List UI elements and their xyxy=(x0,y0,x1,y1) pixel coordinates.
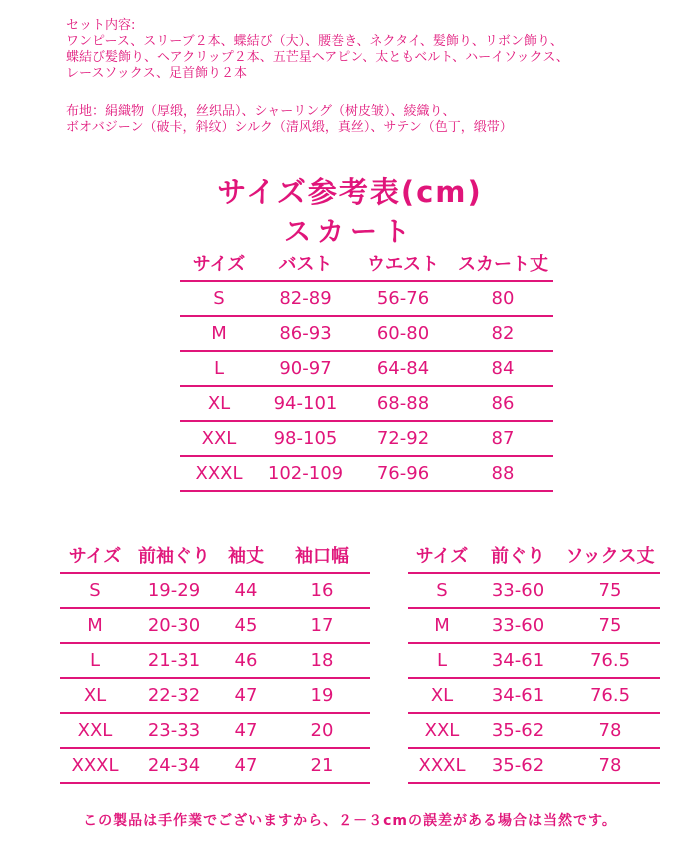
sock-size-table xyxy=(408,538,660,784)
size-cell: S xyxy=(180,281,258,316)
column-header: サイズ xyxy=(192,254,246,275)
section-subtitle: スカート xyxy=(284,217,416,248)
skirt-length-cell: 82 xyxy=(453,316,553,351)
size-cell: XL xyxy=(60,678,130,713)
sleeve-length-cell: 45 xyxy=(218,608,274,643)
skirt-size-table xyxy=(180,246,553,492)
fabric-line: 布地：絹織物（厚缎，丝织品）、シャーリング（树皮皱）、綾織り、 xyxy=(66,104,456,119)
front-rise-cell: 34-61 xyxy=(476,643,560,678)
sleeve-length-cell: 47 xyxy=(218,748,274,783)
bust-cell: 102-109 xyxy=(258,456,353,491)
set-contents-heading: セット内容: xyxy=(66,18,136,33)
size-cell: XXL xyxy=(180,421,258,456)
table-row xyxy=(180,421,553,456)
cuff-width-cell: 20 xyxy=(274,713,370,748)
column-header: サイズ xyxy=(415,546,469,567)
fabric-line: ボオバジーン（破卡，斜纹）シルク（清风缎，真丝）、サテン（色丁，缎带） xyxy=(66,120,513,135)
cuff-width-cell: 19 xyxy=(274,678,370,713)
table-row xyxy=(408,573,660,608)
column-header: 前ぐり xyxy=(491,546,545,567)
column-header: スカート丈 xyxy=(458,254,548,275)
table-row xyxy=(180,281,553,316)
cuff-width-cell: 18 xyxy=(274,643,370,678)
size-cell: L xyxy=(180,351,258,386)
size-cell: L xyxy=(60,643,130,678)
table-row xyxy=(180,316,553,351)
table-row xyxy=(180,386,553,421)
size-cell: S xyxy=(408,573,476,608)
size-cell: L xyxy=(408,643,476,678)
waist-cell: 56-76 xyxy=(353,281,453,316)
front-rise-cell: 35-62 xyxy=(476,748,560,783)
cuff-width-cell: 17 xyxy=(274,608,370,643)
table-row xyxy=(60,643,370,678)
table-row xyxy=(60,608,370,643)
sleeve-length-cell: 47 xyxy=(218,713,274,748)
skirt-length-cell: 80 xyxy=(453,281,553,316)
front-rise-cell: 35-62 xyxy=(476,713,560,748)
size-cell: XL xyxy=(408,678,476,713)
column-header: 袖口幅 xyxy=(295,546,349,567)
sock-length-cell: 75 xyxy=(560,573,660,608)
column-header: ソックス丈 xyxy=(565,546,655,567)
sleeve-length-cell: 44 xyxy=(218,573,274,608)
size-cell: M xyxy=(60,608,130,643)
table-row xyxy=(408,713,660,748)
armhole-cell: 23-33 xyxy=(130,713,218,748)
armhole-cell: 19-29 xyxy=(130,573,218,608)
size-cell: M xyxy=(408,608,476,643)
table-row xyxy=(60,748,370,783)
size-cell: XXL xyxy=(60,713,130,748)
bust-cell: 90-97 xyxy=(258,351,353,386)
tolerance-note: この製品は手作業でございますから、２－３cmの誤差がある場合は当然です。 xyxy=(83,813,617,829)
column-header: バスト xyxy=(278,254,333,275)
set-contents-line: ワンピース、スリーブ２本、蝶結び（大）、腰巻き、ネクタイ、髪飾り、リボン飾り、 xyxy=(66,34,563,49)
front-rise-cell: 34-61 xyxy=(476,678,560,713)
skirt-length-cell: 87 xyxy=(453,421,553,456)
table-row xyxy=(180,456,553,491)
column-header: 袖丈 xyxy=(228,546,264,567)
sleeve-length-cell: 47 xyxy=(218,678,274,713)
table-row xyxy=(408,643,660,678)
skirt-length-cell: 84 xyxy=(453,351,553,386)
sock-length-cell: 76.5 xyxy=(560,678,660,713)
waist-cell: 76-96 xyxy=(353,456,453,491)
sock-length-cell: 75 xyxy=(560,608,660,643)
fabric-info xyxy=(66,104,686,136)
sock-length-cell: 78 xyxy=(560,748,660,783)
size-cell: XXL xyxy=(408,713,476,748)
armhole-cell: 21-31 xyxy=(130,643,218,678)
table-row xyxy=(180,351,553,386)
armhole-cell: 22-32 xyxy=(130,678,218,713)
column-header: ウエスト xyxy=(367,254,439,275)
waist-cell: 64-84 xyxy=(353,351,453,386)
front-rise-cell: 33-60 xyxy=(476,573,560,608)
set-contents xyxy=(66,18,686,82)
bust-cell: 82-89 xyxy=(258,281,353,316)
cuff-width-cell: 21 xyxy=(274,748,370,783)
cuff-width-cell: 16 xyxy=(274,573,370,608)
table-row xyxy=(408,608,660,643)
front-rise-cell: 33-60 xyxy=(476,608,560,643)
table-row xyxy=(60,713,370,748)
table-row xyxy=(60,573,370,608)
table-row xyxy=(60,678,370,713)
column-header: サイズ xyxy=(68,546,122,567)
sock-length-cell: 76.5 xyxy=(560,643,660,678)
set-contents-line: 蝶結び髪飾り、ヘアクリップ２本、五芒星ヘアピン、太ともベルト、ハーイソックス、 xyxy=(66,50,569,65)
table-row xyxy=(408,678,660,713)
bust-cell: 86-93 xyxy=(258,316,353,351)
size-cell: S xyxy=(60,573,130,608)
bust-cell: 98-105 xyxy=(258,421,353,456)
bust-cell: 94-101 xyxy=(258,386,353,421)
size-cell: XXXL xyxy=(60,748,130,783)
sleeve-size-table xyxy=(60,538,370,784)
armhole-cell: 20-30 xyxy=(130,608,218,643)
column-header: 前袖ぐり xyxy=(138,546,210,567)
table-row xyxy=(408,748,660,783)
size-cell: XXXL xyxy=(180,456,258,491)
waist-cell: 60-80 xyxy=(353,316,453,351)
sock-length-cell: 78 xyxy=(560,713,660,748)
waist-cell: 72-92 xyxy=(353,421,453,456)
size-cell: M xyxy=(180,316,258,351)
sleeve-length-cell: 46 xyxy=(218,643,274,678)
size-cell: XXXL xyxy=(408,748,476,783)
page-title: サイズ参考表(cm) xyxy=(217,175,483,209)
waist-cell: 68-88 xyxy=(353,386,453,421)
armhole-cell: 24-34 xyxy=(130,748,218,783)
size-cell: XL xyxy=(180,386,258,421)
set-contents-line: レースソックス、足首飾り２本 xyxy=(66,66,247,81)
skirt-length-cell: 86 xyxy=(453,386,553,421)
skirt-length-cell: 88 xyxy=(453,456,553,491)
